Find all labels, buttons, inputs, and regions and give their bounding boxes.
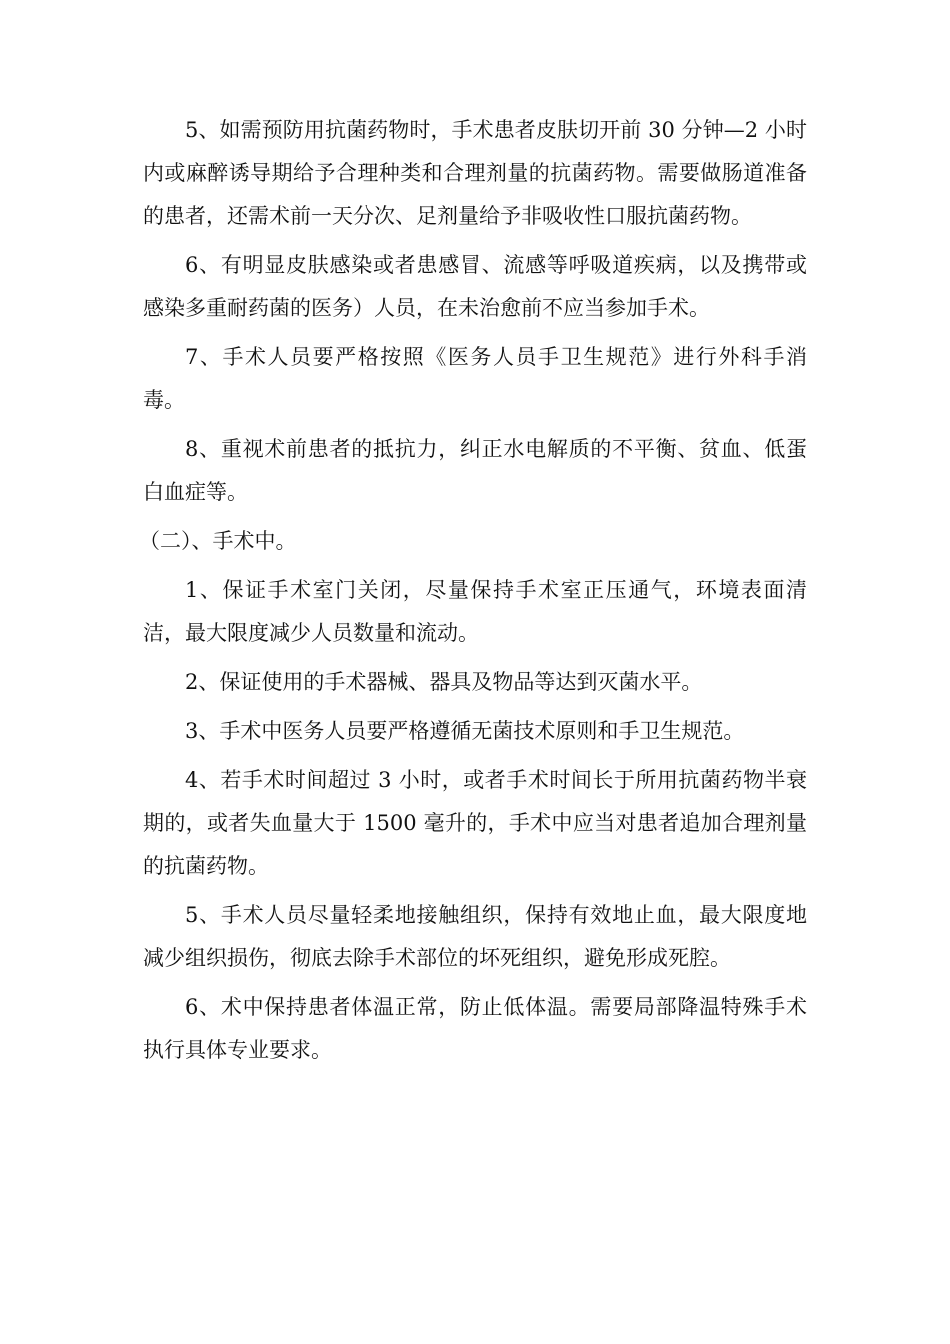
paragraph-intraop-item-1: 1、保证手术室门关闭，尽量保持手术室正压通气，环境表面清洁，最大限度减少人员数量和流动。 [143, 578, 807, 645]
section-heading-intraop: （二）、手术中。 [139, 529, 297, 553]
paragraph-preop-item-6: 6、有明显皮肤感染或者患感冒、流感等呼吸道疾病，以及携带或感染多重耐药菌的医务）人员，在未治愈前不应当参加手术。 [143, 253, 807, 320]
paragraph-preop-item-5: 5、如需预防用抗菌药物时，手术患者皮肤切开前 30 分钟—2 小时内或麻醉诱导期给予合理种类和合理剂量的抗菌药物。需要做肠道准备的患者，还需术前一天分次、足剂量给予非吸收性口服抗菌药物。 [143, 118, 807, 228]
paragraph-intraop-item-6: 6、术中保持患者体温正常，防止低体温。需要局部降温特殊手术执行具体专业要求。 [143, 995, 807, 1062]
paragraph-intraop-item-3: 3、手术中医务人员要严格遵循无菌技术原则和手卫生规范。 [185, 719, 745, 743]
paragraph-intraop-item-2: 2、保证使用的手术器械、器具及物品等达到灭菌水平。 [185, 670, 703, 694]
paragraph-intraop-item-5: 5、手术人员尽量轻柔地接触组织，保持有效地止血，最大限度地减少组织损伤，彻底去除手术部位的坏死组织，避免形成死腔。 [143, 903, 807, 970]
document-body [139, 109, 807, 1078]
paragraph-preop-item-7: 7、手术人员要严格按照《医务人员手卫生规范》进行外科手消毒。 [143, 345, 807, 412]
paragraph-intraop-item-4: 4、若手术时间超过 3 小时，或者手术时间长于所用抗菌药物半衰期的，或者失血量大于 1500 毫升的，手术中应当对患者追加合理剂量的抗菌药物。 [143, 768, 807, 878]
paragraph-preop-item-8: 8、重视术前患者的抵抗力，纠正水电解质的不平衡、贫血、低蛋白血症等。 [143, 437, 807, 504]
